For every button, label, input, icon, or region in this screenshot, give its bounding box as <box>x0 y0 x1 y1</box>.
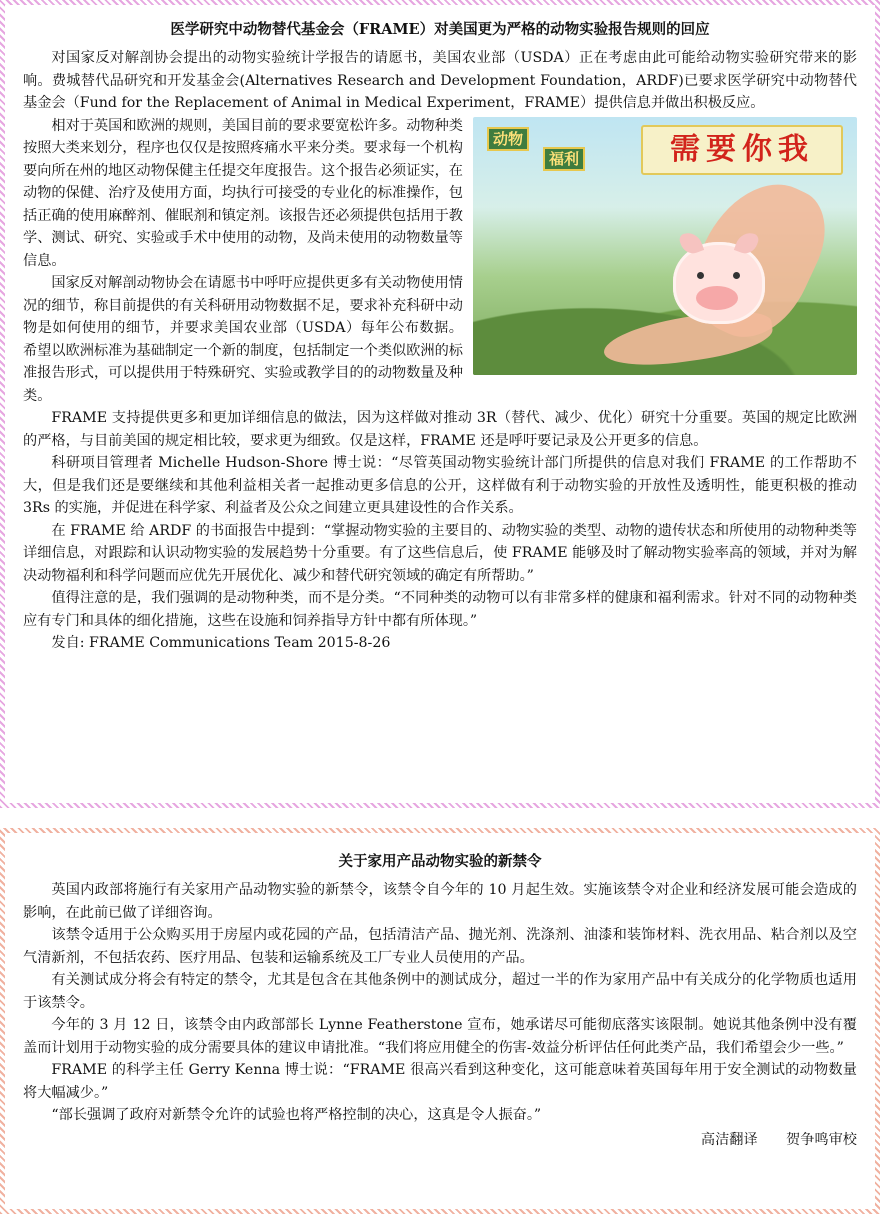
figure-badge: 福利 <box>543 147 585 171</box>
paragraph: 该禁令适用于公众购买用于房屋内或花园的产品，包括清洁产品、抛光剂、洗涤剂、油漆和装饰材料、洗衣用品、粘合剂以及空气清新剂，不包括农药、医疗用品、包装和运输系统及工厂专业人员使用的产品。 <box>23 927 857 966</box>
article-title: 关于家用产品动物实验的新禁令 <box>338 853 542 870</box>
credits: 高洁翻译 贺争鸣审校 <box>700 1131 857 1148</box>
piglet-icon <box>673 242 765 324</box>
article-title: 医学研究中动物替代基金会（FRAME）对美国更为严格的动物实验报告规则的回应 <box>170 21 710 38</box>
paragraph: “部长强调了政府对新禁令允许的试验也将严格控制的决心，这真是令人振奋。” <box>51 1107 542 1123</box>
figure-headline: 需要你我 <box>641 125 843 175</box>
paragraph: 值得注意的是，我们强调的是动物种类，而不是分类。“不同种类的动物可以有非常多样的健康和福利需求。针对不同的动物种类应有专门和具体的细化措施，这些在设施和饲养指导方针中都有所体现。” <box>23 590 857 629</box>
paragraph: 有关测试成分将会有特定的禁令，尤其是包含在其他条例中的测试成分，超过一半的作为家用产品中有关成分的化学物质也适用于该禁令。 <box>23 972 857 1011</box>
paragraph: FRAME 的科学主任 Gerry Kenna 博士说：“FRAME 很高兴看到这种变化，这可能意味着英国每年用于安全测试的动物数量将大幅减少。” <box>23 1062 857 1101</box>
paragraph: 今年的 3 月 12 日，该禁令由内政部部长 Lynne Featherstone 宣布，她承诺尽可能彻底落实该限制。她说其他条例中没有覆盖而计划用于动物实验的成分需要具体的建议申请批准。“我们将应用健全的伤害-效益分析评估任何此类产品，我们希望会少一些。” <box>23 1017 857 1056</box>
paragraph: 相对于英国和欧洲的规则，美国目前的要求要宽松许多。动物种类按照大类来划分，程序也仅仅是按照疼痛水平来分类。要求每一个机构要向所在州的地区动物保健主任提交年度报告。这个报告必须证实，在动物的保健、治疗及使用方面，均执行可接受的专业化的标准操作，包括正确的使用麻醉剂、催眠剂和镇定剂。该报告还必须提供包括用于教学、测试、研究、实验或手术中使用的动物，及尚未使用的动物数量等信息。 <box>23 117 463 269</box>
source-line: 发自: FRAME Communications Team 2015-8-26 <box>51 635 391 651</box>
article-household-ban <box>0 828 880 1214</box>
paragraph: 在 FRAME 给 ARDF 的书面报告中提到：“掌握动物实验的主要目的、动物实验的类型、动物的遗传状态和所使用的动物种类等详细信息，对跟踪和认识动物实验的发展趋势十分重要。有了这些信息后，使 FRAME 能够及时了解动物实验率高的领域，并对为解决动物福利和科学问题而应优先开展优化、减少和替代研究领域的确定有所帮助。” <box>23 522 857 584</box>
paragraph: 对国家反对解剖协会提出的动物实验统计学报告的请愿书，美国农业部（USDA）正在考虑由此可能给动物实验研究带来的影响。费城替代品研究和开发基金会(Alternatives Research and Development Foundation，ARDF)已要求医学研究中动物替代基金会（Fund for the Replacement of Animal in Medical Experiment，FRAME）提供信息并做出积极反应。 <box>23 50 857 111</box>
paragraph: FRAME 支持提供更多和更加详细信息的做法，因为这样做对推动 3R（替代、减少、优化）研究十分重要。英国的规定比欧洲的严格，与目前美国的规定相比较，要求更为细致。仅是这样，FRAME 还是呼吁要记录及公开更多的信息。 <box>23 410 857 449</box>
paragraph: 科研项目管理者 Michelle Hudson-Shore 博士说：“尽管英国动物实验统计部门所提供的信息对我们 FRAME 的工作帮助不大，但是我们还是要继续和其他利益相关者一起推动更多信息的公开，这样做有利于动物实验的开放性及透明性，能更积极的推动 3Rs 的实施，并促进在科学家、利益者及公众之间建立更具建设性的合作关系。 <box>23 455 857 516</box>
figure-badge: 动物 <box>487 127 529 151</box>
paragraph: 国家反对解剖动物协会在请愿书中呼吁应提供更多有关动物使用情况的细节，称目前提供的有关科研用动物数据不足，要求补充科研中动物是如何使用的细节，并要求美国农业部（USDA）每年公布数据。希望以欧洲标准为基础制定一个新的制度，包括制定一个类似欧洲的标准报告形式，可以提供用于特殊研究、实验或教学目的的动物数量及种类。 <box>23 275 463 404</box>
paragraph: 英国内政部将施行有关家用产品动物实验的新禁令，该禁令自今年的 10 月起生效。实施该禁令对企业和经济发展可能会造成的影响，在此前已做了详细咨询。 <box>23 882 857 921</box>
animal-welfare-illustration <box>473 117 857 375</box>
